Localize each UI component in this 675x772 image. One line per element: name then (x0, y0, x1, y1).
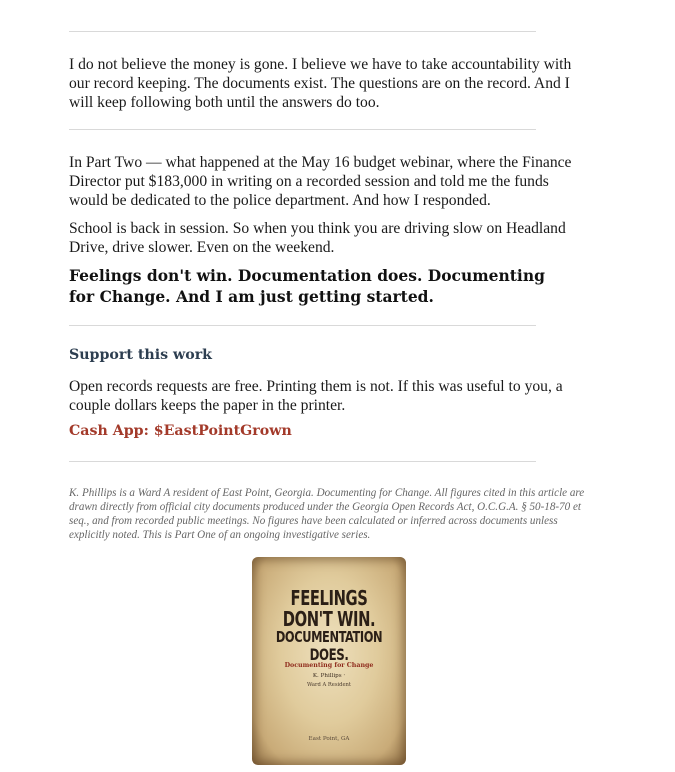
closing-statement: Feelings don't win. Documentation does. Documenting for Change. And I am just getting started. (69, 266, 545, 306)
cashapp-link[interactable]: Cash App: $EastPointGrown (69, 423, 292, 439)
divider-3 (69, 461, 536, 462)
divider-2 (69, 325, 536, 326)
support-text: Open records requests are free. Printing them is not. If this was useful to you, a couple dollars keeps the paper in the printer. (69, 378, 563, 414)
cover-title-line-4: DOES. (309, 645, 349, 664)
paragraph-part-two: In Part Two — what happened at the May 16 budget webinar, where the Finance Director put $183,000 in writing on a recorded session and told me the funds would be dedicated to the police department. And how I responded. (69, 154, 572, 209)
support-heading: Support this work (69, 347, 212, 363)
book-cover-image (252, 557, 406, 765)
cover-ward: Ward A Resident (307, 682, 351, 688)
cover-author: K. Phillips · (312, 673, 346, 679)
paragraph-school: School is back in session. So when you think you are driving slow on Headland Drive, drive slower. Even on the weekend. (69, 220, 566, 256)
cover-series: Documenting for Change (284, 662, 374, 669)
author-byline: K. Phillips is a Ward A resident of East Point, Georgia. Documenting for Change. All figures cited in this article are drawn directly from official city documents produced under the Georgia Open Records Act, O.C.G.A. § 50-18-70 et seq., and from recorded public meetings. No figures have been calculated or inferred across documents unless explicitly noted. This is Part One of an ongoing investigative series. (69, 487, 585, 541)
divider-1 (69, 129, 536, 130)
cover-title-line-1: FEELINGS (290, 586, 368, 610)
paragraph-accountability: I do not believe the money is gone. I believe we have to take accountability with our record keeping. The documents exist. The questions are on the record. And I will keep following both until the answers do too. (69, 56, 572, 111)
cover-place: East Point, GA (308, 736, 350, 742)
cover-title-line-3: DOCUMENTATION (275, 628, 383, 646)
cover-title-line-2: DON'T WIN. (282, 607, 376, 631)
divider-top (69, 31, 536, 32)
